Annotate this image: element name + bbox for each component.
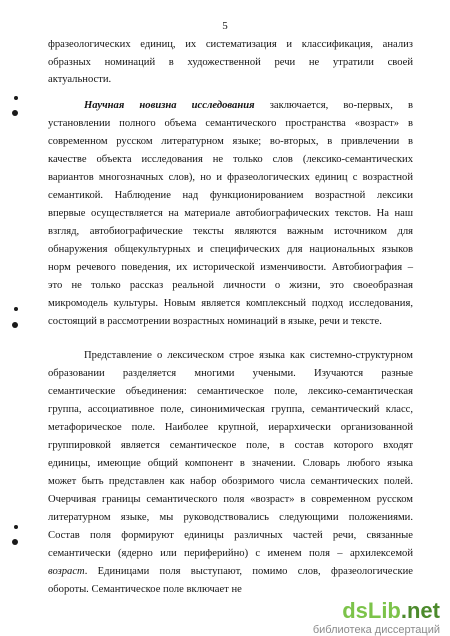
text-line: семантические объединения: семантическое поле, лексико-семантическая [48,386,413,397]
text-line: образовании разделяется многими учеными. Изучаются разные [48,368,413,379]
text-line: впервые осуществляется на материале автобиографических текстов. На наш [48,208,413,219]
text-line: современном русском литературном языке; во-вторых, в привлечении в [48,136,413,147]
text-line: семантикой. Наблюдение над функционированием возрастной лексики [48,190,413,201]
margin-dot [14,525,18,529]
text-line: Очерчивая границы семантического поля «возраст» в современном русском [48,494,413,505]
text-line: взгляд, автобиографические тексты являются важным источником для [48,226,413,237]
text-line: метафорическое поле. Наиболее крупной, иерархически организованной [48,422,413,433]
line-text: . Единицами поля выступают, помимо слов, фразеологические [84,566,413,577]
margin-dot [14,96,18,100]
watermark-logo-tld: .net [400,598,440,623]
page-number: 5 [222,20,228,32]
text-line [48,565,413,578]
text-line: группировкой является семантическое поле, в состав которого входят [48,440,413,451]
text-line: может быть представлен как набор обозримого числа семантических полей. [48,476,413,487]
text-line: группа, ассоциативное поле, синонимическая группа, семантический класс, [48,404,413,415]
line-text: семантически (ядерно или периферийно) с именем поля – архилексемой [48,548,413,559]
margin-dot [12,110,18,116]
text-line: Представление о лексическом строе языка как системно-структурном [84,350,413,361]
text-line: актуальности. [48,74,112,85]
italic-term: возраст [48,566,85,577]
watermark-logo [342,600,440,622]
margin-dot [12,539,18,545]
text-line: фразеологических единиц, их систематизация и классификация, анализ [48,39,413,50]
text-line [48,547,413,560]
watermark [312,598,440,636]
text-line: вариантов многозначных слов), но и фразеологических единиц с возрастной [48,172,413,183]
text-line: установлении полного объема семантического пространства «возраст» в [48,118,413,129]
text-line: обороты. Семантическое поле включает не [48,584,242,595]
watermark-logo-main: dsLib [342,598,401,623]
text-line: образных номинаций в художественной речи не утратили своей [48,57,413,68]
text-line: Состав поля формируют единицы различных частей речи, связанные [48,530,413,541]
text-line [84,99,413,112]
watermark-subtitle: библиотека диссертаций [312,624,440,636]
text-line: это не только рассказ реальной личности о жизни, это своеобразная [48,280,413,291]
text-line: качестве объекта исследования не только слов (лексико-семантических [48,154,413,165]
line-text: заключается, во-первых, в [254,100,413,111]
margin-dot [12,322,18,328]
text-line: обнаружения общекультурных и специфических для национальных языков [48,244,413,255]
emphasized-heading: Научная новизна исследования [84,100,255,111]
text-line: норм речевого поведения, их исторической изменчивости. Автобиография – [48,262,413,273]
text-line: состоящий в рассмотрении возрастных номинаций в языке, речи и тексте. [48,316,382,327]
text-line: единицы, имеющие общий компонент в значении. Словарь любого языка [48,458,413,469]
margin-dot [14,307,18,311]
text-line: микромодель культуры. Новым является комплексный подход исследования, [48,298,413,309]
text-line: литературном языке, мы руководствовались следующими положениями. [48,512,413,523]
